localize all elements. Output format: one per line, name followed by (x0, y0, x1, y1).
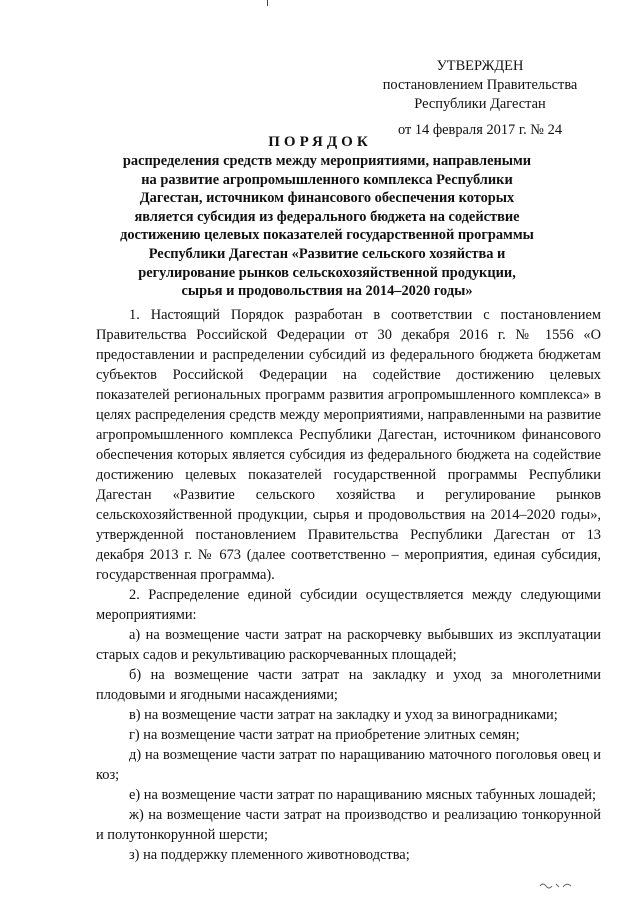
list-item: в) на возмещение части затрат на закладку и уход за виноградниками; (129, 707, 558, 723)
approval-heading: УТВЕРЖДЕН (436, 58, 524, 74)
paragraph: 2. Распределение единой субсидии осуществляется между следующими мероприятиями: (96, 587, 601, 623)
scan-mark (267, 0, 268, 6)
scan-artifact (538, 878, 578, 892)
list-item: д) на возмещение части затрат по наращиванию маточного поголовья овец и коз; (96, 747, 601, 783)
approval-date: от 14 февраля 2017 г. № 24 (397, 122, 563, 138)
approval-line: Республики Дагестан (414, 96, 546, 112)
list-item: б) на возмещение части затрат на закладку и уход за многолетними плодовыми и ягодными насаждениями; (96, 667, 601, 703)
list-item: з) на поддержку племенного животноводства; (129, 847, 410, 863)
list-item: ж) на возмещение части затрат на производство и реализацию тонкорунной и полутонкорунной шерсти; (96, 807, 601, 843)
list-item: а) на возмещение части затрат на раскорчевку выбывших из эксплуатации старых садов и рекультивацию раскорчеванных площадей; (96, 627, 601, 663)
list-item: е) на возмещение части затрат по наращиванию мясных табунных лошадей; (129, 787, 596, 803)
document-subtitle: распределения средств между мероприятиями, направлеными на развитие агропромышленного комплекса Республики Дагестан, источником финансового обеспечения которых является субсидия из федерального бюджета на содействие достижению целевых показателей государственной программы Республики Дагестан «Развитие сельского хозяйства и регулирование рынков сельскохозяйственной продукции, сырья и продовольствия на 2014–2020 годы» (120, 153, 534, 300)
paragraph: 1. Настоящий Порядок разработан в соответствии с постановлением Правительства Российской Федерации от 30 декабря 2016 г. № 1556 «О предоставлении и распределении субсидий из федерального бюджета бюджетам субъектов Российской Федерации на содействие достижению целевых показателей региональных программ развития агропромышленного комплекса» в целях распределения средств между мероприятиями, направленными на развитие агропромышленного комплекса Республики Дагестан, источником финансового обеспечения которых является субсидия из федерального бюджета на содействие достижению целевых показателей государственной программы Республики Дагестан «Развитие сельского хозяйства и регулирование рынков сельскохозяйственной продукции, сырья и продовольствия на 2014–2020 годы», утвержденной постановлением Правительства Республики Дагестан от 13 декабря 2013 г. № 673 (далее соответственно – мероприятия, единая субсидия, государственная программа). (96, 307, 601, 583)
document-body (96, 305, 601, 865)
document-title: ПОРЯДОК (268, 134, 372, 150)
approval-line: постановлением Правительства (382, 77, 578, 93)
list-item: г) на возмещение части затрат на приобретение элитных семян; (129, 727, 520, 743)
